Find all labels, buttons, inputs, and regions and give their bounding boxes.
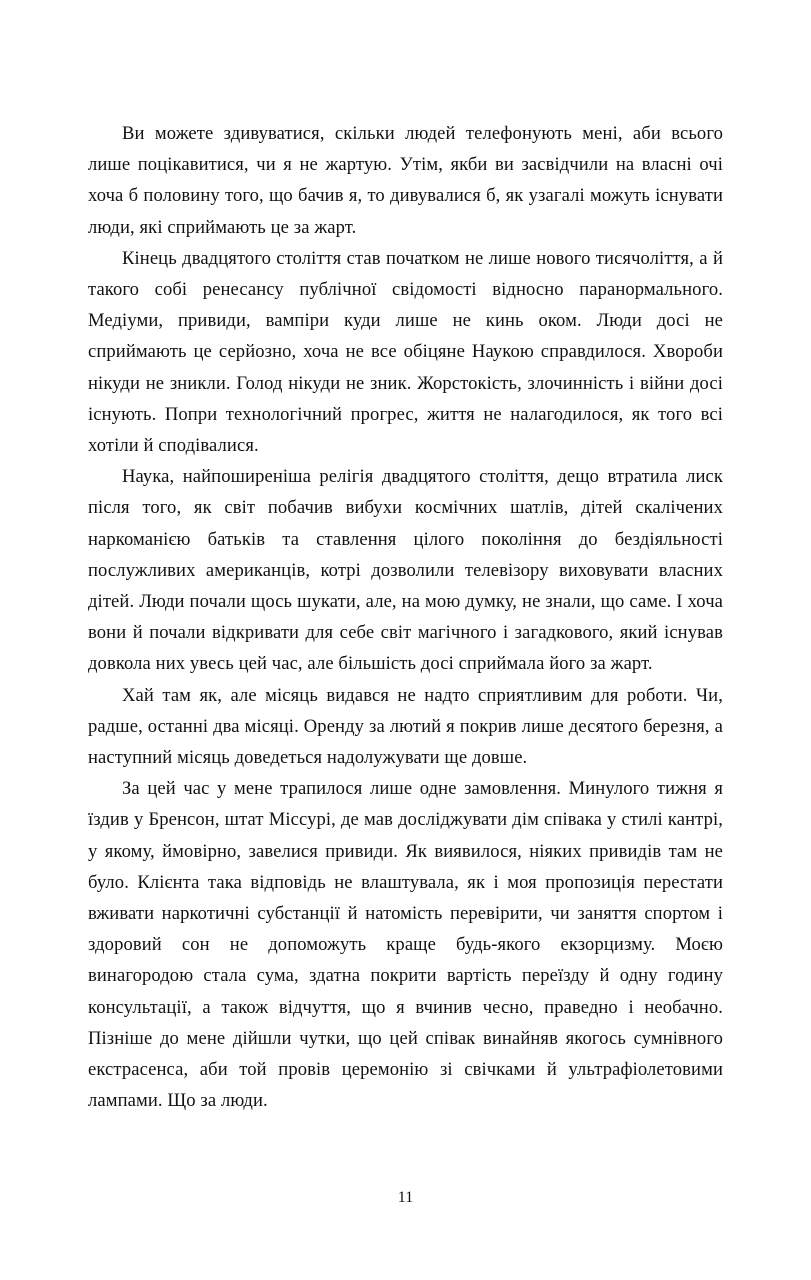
paragraph: Ви можете здивуватися, скільки людей телефонують мені, аби всього лише поцікавитися, чи я не жартую. Утім, якби ви засвідчили на власні очі хоча б половину того, що бачив я, то дивувалися б, як узагалі можуть існувати люди, які сприймають це за жарт. xyxy=(88,123,723,238)
paragraph: Хай там як, але місяць видався не надто сприятливим для роботи. Чи, радше, останні два місяці. Оренду за лютий я покрив лише десятого березня, а наступний місяць доведеться надолужувати ще довше. xyxy=(88,684,723,769)
page-number: 11 xyxy=(397,1189,414,1206)
paragraph: Кінець двадцятого століття став початком не лише нового тисячоліття, а й такого собі ренесансу публічної свідомості відносно паранормального. Медіуми, привиди, вампіри куди лише не кинь оком. Люди досі не сприймають це серйозно, хоча не все обіцяне Наукою справдилося. Хвороби нікуди не зникли. Голод нікуди не зник. Жорстокість, злочинність і війни досі існують. Попри технологічний прогрес, життя не налагодилося, як того всі хотіли й сподівалися. xyxy=(88,247,723,457)
page-body-text xyxy=(88,118,723,1117)
paragraph: За цей час у мене трапилося лише одне замовлення. Минулого тижня я їздив у Бренсон, штат Міссурі, де мав досліджувати дім співака у стилі кантрі, у якому, ймовірно, завелися привиди. Як виявилося, ніяких привидів там не було. Клієнта така відповідь не влаштувала, як і моя пропозиція перестати вживати наркотичні субстанції й натомість перевірити, чи заняття спортом і здоровий сон не допоможуть краще будь-якого екзорцизму. Моєю винагородою стала сума, здатна покрити вартість переїзду й одну годину консультації, а також відчуття, що я вчинив чесно, праведно і необачно. Пізніше до мене дійшли чутки, що цей співак винайняв якогось сумнівного екстрасенса, аби той провів церемонію зі свічками й ультрафіолетовими лампами. Що за люди. xyxy=(88,778,723,1112)
paragraph: Наука, найпоширеніша релігія двадцятого століття, дещо втратила лиск після того, як світ побачив вибухи космічних шатлів, дітей скалічених наркоманією батьків та ставлення цілого покоління до бездіяльності послужливих американців, котрі дозволили телевізору виховувати власних дітей. Люди почали щось шукати, але, на мою думку, не знали, що саме. І хоча вони й почали відкривати для себе світ магічного і загадкового, який існував довкола них увесь цей час, але більшість досі сприймала його за жарт. xyxy=(88,466,723,675)
